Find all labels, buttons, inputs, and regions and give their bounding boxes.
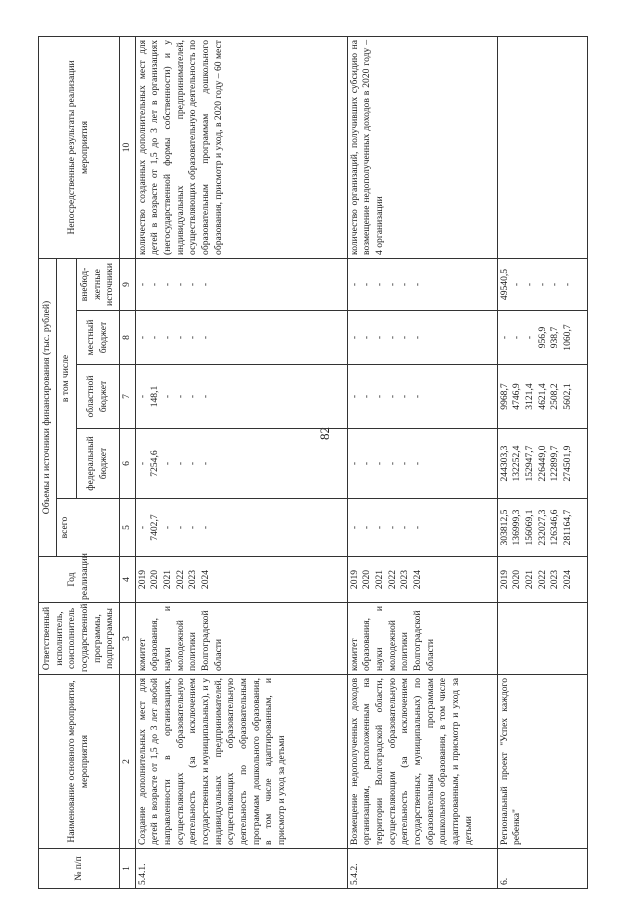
- total-value: -: [373, 525, 385, 530]
- nonbudget-value: -: [549, 282, 561, 287]
- year-value: 2019: [136, 569, 148, 590]
- table-row: [497, 36, 587, 888]
- nonbudget-value: -: [511, 282, 523, 287]
- header-year: Год реализации: [39, 557, 120, 603]
- table-row: [135, 36, 347, 888]
- regional-value: -: [373, 394, 385, 399]
- nonbudget-cell: [347, 258, 497, 310]
- total-value: -: [161, 525, 173, 530]
- federal-value: 132252,4: [511, 445, 523, 482]
- federal-value: 7254,6: [149, 450, 161, 477]
- federal-value: 226449,0: [536, 445, 548, 482]
- header-num: № п/п: [39, 849, 120, 889]
- year-value: 2019: [498, 569, 510, 590]
- nonbudget-value: -: [149, 282, 161, 287]
- nonbudget-value: -: [348, 282, 360, 287]
- year-value: 2020: [511, 569, 523, 590]
- nonbudget-value: -: [411, 282, 423, 287]
- year-value: 2020: [149, 569, 161, 590]
- federal-value: -: [361, 461, 373, 466]
- responsible-executor: [497, 603, 587, 675]
- federal-cell: [497, 429, 587, 499]
- nonbudget-value: -: [561, 282, 573, 287]
- local-value: -: [174, 335, 186, 340]
- local-value: -: [187, 335, 199, 340]
- federal-value: -: [174, 461, 186, 466]
- regional-value: 5602,1: [561, 383, 573, 410]
- federal-cell: [135, 429, 347, 499]
- nonbudget-value: -: [373, 282, 385, 287]
- total-value: -: [361, 525, 373, 530]
- federal-value: -: [399, 461, 411, 466]
- federal-value: -: [386, 461, 398, 466]
- row-number: 5.4.1.: [135, 849, 347, 889]
- year-value: 2021: [161, 569, 173, 590]
- total-value: 232027,3: [536, 509, 548, 546]
- federal-value: 274501,9: [561, 445, 573, 482]
- nonbudget-cell: [135, 258, 347, 310]
- federal-value: 244303,3: [498, 445, 510, 482]
- local-cell: [347, 311, 497, 365]
- years-cell: [135, 557, 347, 603]
- table-row: [347, 36, 497, 888]
- nonbudget-value: -: [386, 282, 398, 287]
- nonbudget-value: -: [161, 282, 173, 287]
- federal-value: 152947,7: [523, 445, 535, 482]
- local-value: 956,9: [536, 326, 548, 349]
- col-number: 3: [119, 603, 135, 675]
- header-total: всего: [56, 499, 119, 557]
- total-value: -: [174, 525, 186, 530]
- nonbudget-value: -: [523, 282, 535, 287]
- local-value: -: [511, 335, 523, 340]
- total-value: -: [199, 525, 211, 530]
- local-value: 1060,7: [561, 324, 573, 351]
- regional-value: 4746,9: [511, 383, 523, 410]
- regional-value: -: [199, 394, 211, 399]
- regional-value: -: [348, 394, 360, 399]
- year-value: 2023: [187, 569, 199, 590]
- header-local: местный бюджет: [76, 311, 119, 365]
- local-value: -: [386, 335, 398, 340]
- header-name: Наименование основного мероприятия, мероприятия: [39, 675, 120, 849]
- nonbudget-cell: [497, 258, 587, 310]
- nonbudget-value: -: [187, 282, 199, 287]
- total-value: 303812,5: [498, 509, 510, 546]
- year-value: 2023: [549, 569, 561, 590]
- regional-cell: [347, 365, 497, 429]
- total-value: -: [399, 525, 411, 530]
- regional-value: -: [386, 394, 398, 399]
- total-value: -: [348, 525, 360, 530]
- total-cell: [497, 499, 587, 557]
- regional-cell: [497, 365, 587, 429]
- year-value: 2022: [174, 569, 186, 590]
- nonbudget-value: -: [136, 282, 148, 287]
- federal-value: -: [187, 461, 199, 466]
- nonbudget-value: -: [361, 282, 373, 287]
- total-value: 126346,6: [549, 509, 561, 546]
- activity-name: Создание дополнительных мест для детей в возрасте от 1,5 до 3 лет любой направленности в организациях, осуществляющих образовательную деятельность (за исключением государственных и муниципальных), и у индивидуальных предпринимателей, осуществляющих образовательную деятельность по образовательным программам дошкольного образования, в том числе адаптированным, и присмотр и уход за детьми: [135, 675, 347, 849]
- years-cell: [347, 557, 497, 603]
- col-number: 9: [119, 258, 135, 310]
- col-number: 10: [119, 36, 135, 258]
- local-value: -: [199, 335, 211, 340]
- funding-table: [38, 37, 614, 889]
- regional-value: 4621,4: [536, 383, 548, 410]
- local-cell: [135, 311, 347, 365]
- regional-cell: [135, 365, 347, 429]
- col-number: 2: [119, 675, 135, 849]
- regional-value: -: [136, 394, 148, 399]
- local-value: -: [149, 335, 161, 340]
- result-text: количество организаций, получивших субсидию на возмещение недополученных доходов в 2020 году – 4 организации: [347, 36, 497, 258]
- local-value: -: [498, 335, 510, 340]
- regional-value: -: [399, 394, 411, 399]
- year-value: 2024: [411, 569, 423, 590]
- total-value: 7402,7: [149, 514, 161, 541]
- total-value: 156069,1: [523, 509, 535, 546]
- header-funding: Объемы и источники финансирования (тыс. рублей): [39, 258, 57, 556]
- activity-name: Региональный проект "Успех каждого ребенка": [497, 675, 587, 849]
- federal-value: -: [411, 461, 423, 466]
- total-value: -: [411, 525, 423, 530]
- regional-value: -: [187, 394, 199, 399]
- responsible-executor: комитет образования, науки и молодежной политики Волгоградской области: [135, 603, 347, 675]
- col-number: 1: [119, 849, 135, 889]
- federal-value: 122899,7: [549, 445, 561, 482]
- year-value: 2021: [373, 569, 385, 590]
- col-number: 6: [119, 429, 135, 499]
- year-value: 2024: [561, 569, 573, 590]
- row-number: 5.4.2.: [347, 849, 497, 889]
- year-value: 2021: [523, 569, 535, 590]
- year-value: 2019: [348, 569, 360, 590]
- col-number: 4: [119, 557, 135, 603]
- regional-value: 148,1: [149, 385, 161, 408]
- local-value: -: [523, 335, 535, 340]
- year-value: 2024: [199, 569, 211, 590]
- nonbudget-value: -: [199, 282, 211, 287]
- header-in-that: в том числе: [56, 258, 76, 498]
- local-value: 938,7: [549, 326, 561, 349]
- header-results: Непосредственные результаты реализации мероприятия: [39, 36, 120, 258]
- col-number: 7: [119, 365, 135, 429]
- result-text: [497, 36, 587, 258]
- total-value: -: [136, 525, 148, 530]
- header-responsible: Ответственный исполнитель, соисполнитель государственной программы, подпрограммы: [39, 603, 120, 675]
- header-regional: областной бюджет: [76, 365, 119, 429]
- activity-name: Возмещение недополученных доходов организациям, расположенным на территории Волгоградской области, осуществляющим образовательную деятельность (за исключением государственных, муниципальных) по образовательным программам дошкольного образования, в том числе адаптированным, и присмотр и уход за детьми: [347, 675, 497, 849]
- year-value: 2023: [399, 569, 411, 590]
- local-value: -: [399, 335, 411, 340]
- federal-value: -: [136, 461, 148, 466]
- total-value: -: [187, 525, 199, 530]
- local-value: -: [411, 335, 423, 340]
- year-value: 2022: [536, 569, 548, 590]
- local-value: -: [348, 335, 360, 340]
- year-value: 2022: [386, 569, 398, 590]
- page-number: 82: [317, 427, 332, 440]
- federal-value: -: [373, 461, 385, 466]
- regional-value: -: [161, 394, 173, 399]
- nonbudget-value: -: [174, 282, 186, 287]
- header-nonbudget: внебюд-жетные источники: [76, 258, 119, 310]
- federal-value: -: [161, 461, 173, 466]
- total-value: 281164,7: [561, 509, 573, 546]
- result-text: количество созданных дополнительных мест для детей в возрасте от 1,5 до 3 лет в организациях (негосударственной формы собственности) и у индивидуальных предпринимателей, осуществляющих образовательную деятельность по образовательным программам дошкольного образования, присмотр и уход, в 2020 году – 60 мест: [135, 36, 347, 258]
- year-value: 2020: [361, 569, 373, 590]
- total-value: -: [386, 525, 398, 530]
- federal-value: -: [199, 461, 211, 466]
- federal-cell: [347, 429, 497, 499]
- total-value: 136999,3: [511, 509, 523, 546]
- regional-value: 2508,2: [549, 383, 561, 410]
- col-number: 8: [119, 311, 135, 365]
- nonbudget-value: -: [399, 282, 411, 287]
- local-value: -: [136, 335, 148, 340]
- total-cell: [347, 499, 497, 557]
- regional-value: 3121,4: [523, 383, 535, 410]
- regional-value: -: [174, 394, 186, 399]
- federal-value: -: [348, 461, 360, 466]
- nonbudget-value: -: [536, 282, 548, 287]
- local-value: -: [361, 335, 373, 340]
- nonbudget-value: 49540,5: [498, 268, 510, 301]
- row-number: 6.: [497, 849, 587, 889]
- responsible-executor: комитет образования, науки и молодежной политики Волгоградской области: [347, 603, 497, 675]
- years-cell: [497, 557, 587, 603]
- local-cell: [497, 311, 587, 365]
- total-cell: [135, 499, 347, 557]
- regional-value: -: [361, 394, 373, 399]
- col-number: 5: [119, 499, 135, 557]
- local-value: -: [373, 335, 385, 340]
- column-number-row: [119, 36, 135, 888]
- local-value: -: [161, 335, 173, 340]
- header-federal: федеральный бюджет: [76, 429, 119, 499]
- regional-value: -: [411, 394, 423, 399]
- regional-value: 9968,7: [498, 383, 510, 410]
